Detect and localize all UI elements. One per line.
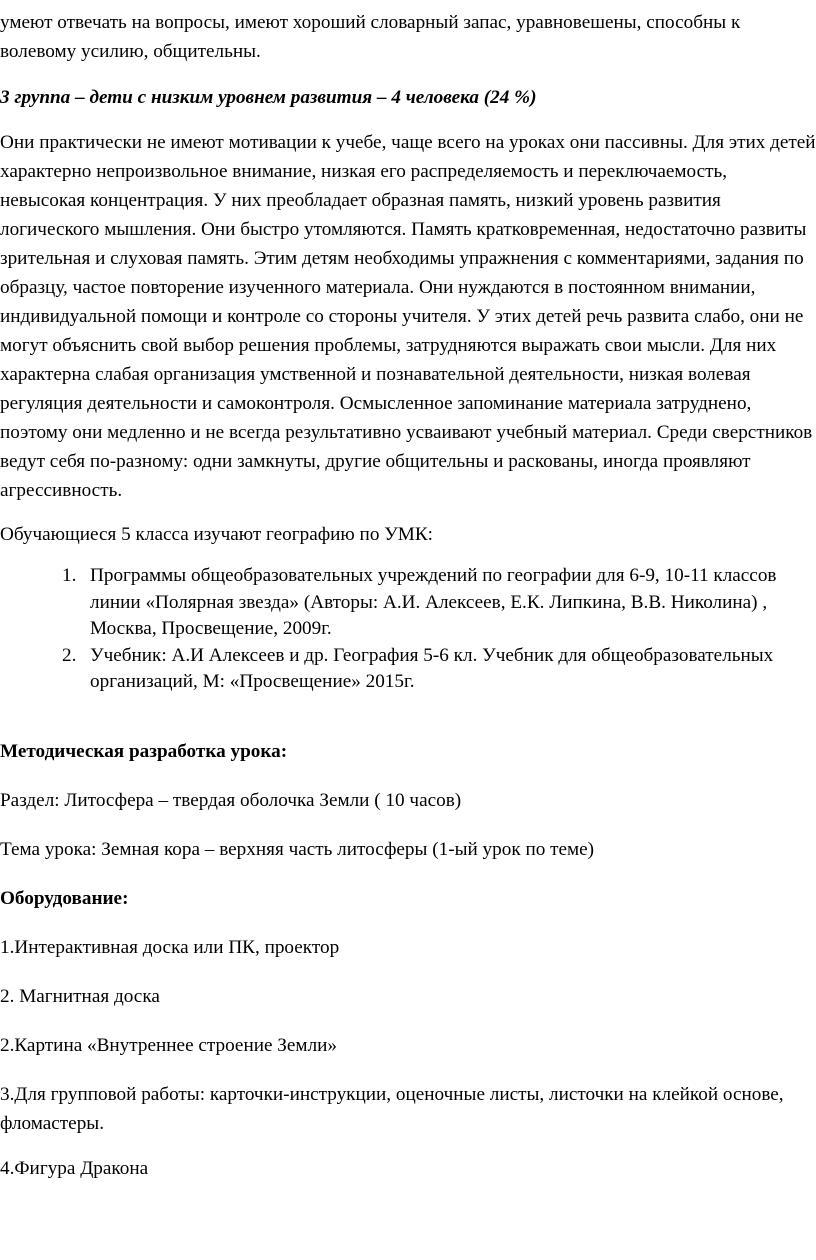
- group3-heading: 3 группа – дети с низким уровнем развития – 4 человека (24 %): [0, 87, 537, 108]
- list-item-number: 1.: [62, 565, 77, 586]
- umk-intro-paragraph: Обучающиеся 5 класса изучают географию по УМК:: [0, 524, 433, 545]
- equipment-item: 2. Магнитная доска: [0, 985, 160, 1007]
- equipment-item: 3.Для групповой работы: карточки-инструкции, оценочные листы, листочки на клейкой основе, фломастеры.: [0, 1083, 784, 1134]
- umk-list: [0, 563, 816, 696]
- lesson-topic: Тема урока: Земная кора – верхняя часть литосферы (1-ый урок по теме): [0, 838, 595, 860]
- equipment-heading: Оборудование:: [0, 887, 129, 909]
- equipment-item: 2.Картина «Внутреннее строение Земли»: [0, 1034, 338, 1056]
- list-item: [0, 643, 816, 696]
- list-item-text: Программы общеобразовательных учреждений по географии для 6-9, 10-11 классов линии «Полярная звезда» (Авторы: А.И. Алексеев, Е.К. Липкина, В.В. Николина) , Москва, Просвещение, 2009г.: [90, 565, 777, 639]
- list-item-number: 2.: [62, 644, 77, 666]
- lesson-heading: Методическая разработка урока:: [0, 740, 288, 762]
- list-item-text: Учебник: А.И Алексеев и др. География 5-6 кл. Учебник для общеобразовательных организаций, М: «Просвещение» 2015г.: [90, 644, 774, 692]
- equipment-item: 4.Фигура Дракона: [0, 1157, 149, 1179]
- group3-paragraph: Они практически не имеют мотивации к учебе, чаще всего на уроках они пассивны. Для этих детей характерно непроизвольное внимание, низкая его распределяемость и переключаемость, невысокая концентрация. У них преобладает образная память, низкий уровень развития логического мышления. Они быстро утомляются. Память кратковременная, недостаточно развиты зрительная и слуховая память. Этим детям необходимы упражнения с комментариями, задания по образцу, частое повторение изученного материала. Они нуждаются в постоянном внимании, индивидуальной помощи и контроле со стороны учителя. У этих детей речь развита слабо, они не могут объяснить свой выбор решения проблемы, затрудняются выражать свои мысли. Для них характерна слабая организация умственной и познавательной деятельности, низкая волевая регуляция деятельности и самоконтроля. Осмысленное запоминание материала затруднено, поэтому они медленно и не всегда результативно усваивают учебный материал. Среди сверстников ведут себя по-разному: одни замкнуты, другие общительны и раскованы, иногда проявляют агрессивность.: [0, 132, 816, 501]
- lesson-section: Раздел: Литосфера – твердая оболочка Земли ( 10 часов): [0, 789, 462, 811]
- list-item: [0, 563, 816, 643]
- intro-paragraph: умеют отвечать на вопросы, имеют хороший словарный запас, уравновешены, способны к волевому усилию, общительны.: [0, 12, 741, 62]
- equipment-item: 1.Интерактивная доска или ПК, проектор: [0, 936, 340, 958]
